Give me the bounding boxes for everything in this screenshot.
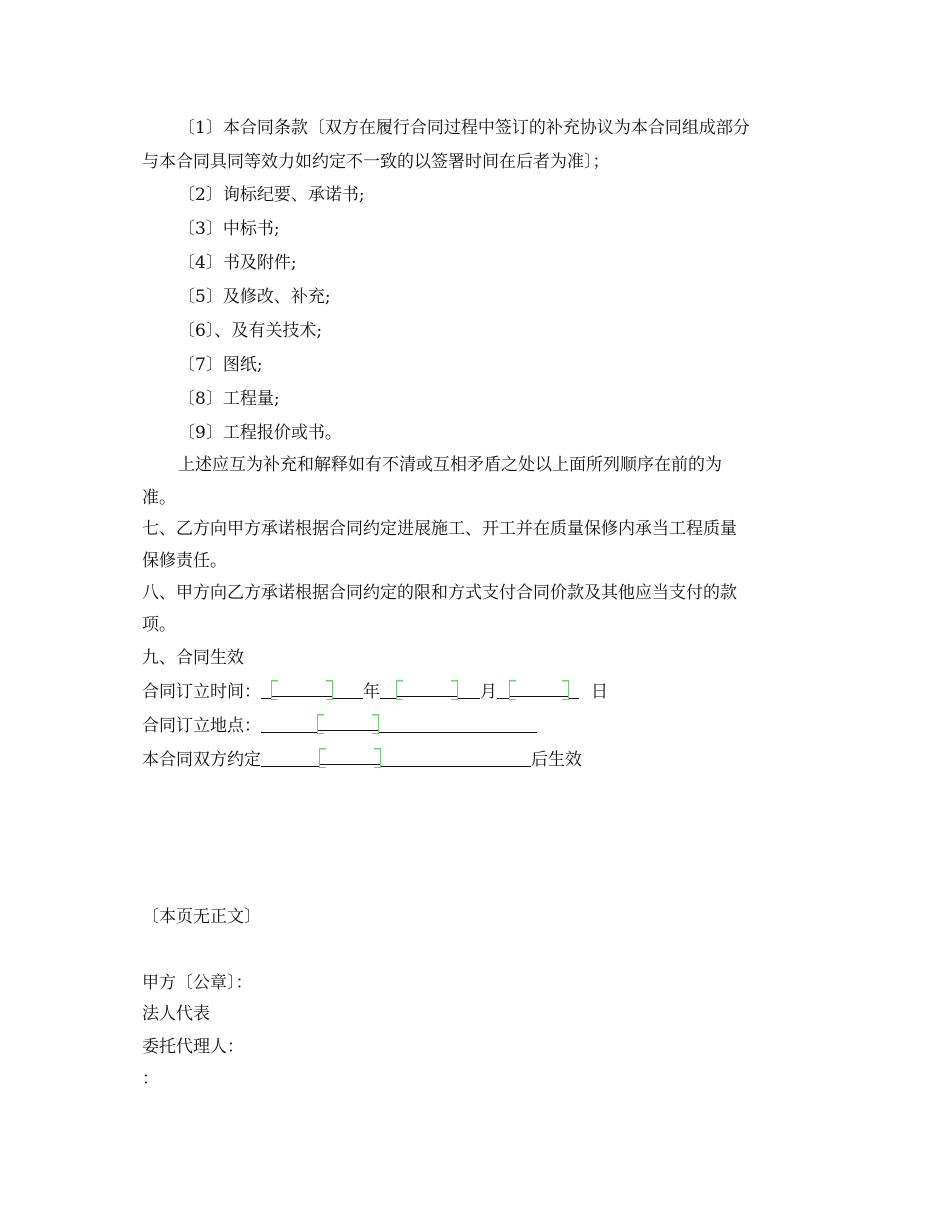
party-a-legal-rep-label: 法人代表 — [142, 1004, 210, 1024]
year-label: 年 — [363, 682, 380, 702]
effective-label: 本合同双方约定 — [142, 750, 261, 770]
section-7-line-2: 保修责任。 — [142, 551, 227, 571]
effective-suffix: 后生效 — [531, 750, 582, 770]
day-label: 日 — [591, 682, 608, 702]
priority-line-2: 准。 — [142, 488, 176, 508]
month-field[interactable] — [396, 680, 458, 700]
no-text-note: 〔本页无正文〕 — [142, 907, 261, 927]
clause-6: 〔6〕、及有关技术; — [178, 321, 323, 341]
section-8-line-1: 八、甲方向乙方承诺根据合同约定的限和方式支付合同价款及其他应当支付的款 — [142, 583, 737, 603]
day-field[interactable] — [509, 680, 569, 700]
section-8-line-2: 项。 — [142, 615, 176, 635]
clause-3: 〔3〕中标书; — [178, 219, 280, 239]
sign-place-label: 合同订立地点： — [142, 716, 261, 736]
clause-4: 〔4〕书及附件; — [178, 253, 297, 273]
sign-time-row — [142, 680, 608, 703]
clause-1-line-2: 与本合同具同等效力如约定不一致的以签署时间在后者为准〕； — [142, 152, 610, 172]
section-9-title: 九、合同生效 — [142, 648, 244, 668]
party-a-agent-label: 委托代理人： — [142, 1037, 244, 1057]
clause-7: 〔7〕图纸; — [178, 355, 263, 375]
section-7-line-1: 七、乙方向甲方承诺根据合同约定进展施工、开工并在质量保修内承当工程质量 — [142, 519, 737, 539]
sign-place-field[interactable] — [317, 714, 379, 734]
clause-9: 〔9〕工程报价或书。 — [178, 423, 342, 443]
clause-8: 〔8〕工程量; — [178, 389, 280, 409]
year-field[interactable] — [271, 680, 333, 700]
clause-1-line-1: 〔1〕本合同条款〔双方在履行合同过程中签订的补充协议为本合同组成部分 — [178, 118, 750, 138]
clause-2: 〔2〕询标纪要、承诺书; — [178, 185, 365, 205]
effective-row — [142, 748, 582, 771]
sign-place-row — [142, 714, 537, 737]
priority-line-1: 上述应互为补充和解释如有不清或互相矛盾之处以上面所列顺序在前的为 — [178, 455, 722, 475]
party-a-trailing-colon: ： — [142, 1069, 159, 1089]
party-a-seal-label: 甲方〔公章〕： — [142, 973, 253, 993]
clause-5: 〔5〕及修改、补充; — [178, 287, 331, 307]
effective-field[interactable] — [319, 748, 381, 768]
month-label: 月 — [480, 682, 497, 702]
sign-time-label: 合同订立时间： — [142, 682, 261, 702]
